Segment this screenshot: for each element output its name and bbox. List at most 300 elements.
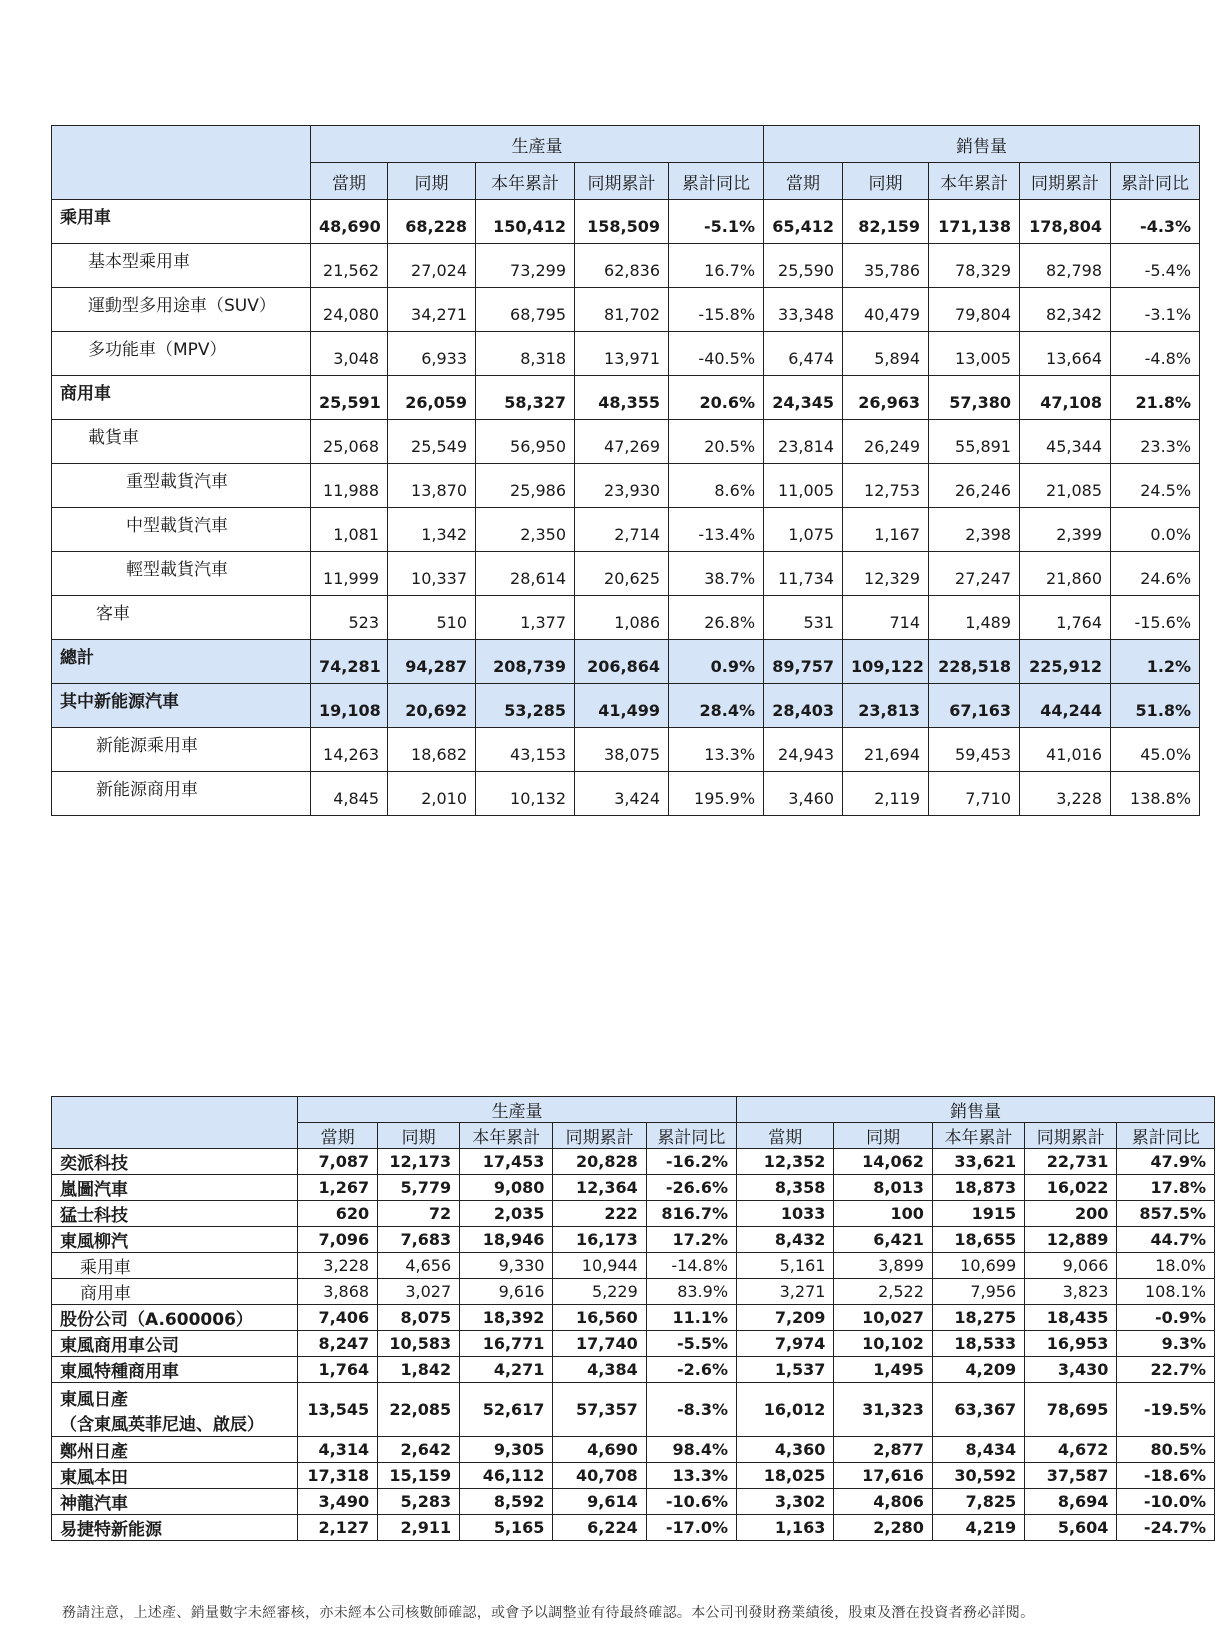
cell-value: 4,806 (834, 1489, 932, 1515)
cell-value: 11.1% (646, 1305, 736, 1331)
cell-value: 7,956 (932, 1279, 1024, 1305)
cell-value: 57,357 (553, 1383, 646, 1437)
table-row (52, 596, 1200, 640)
cell-value: 8,592 (460, 1489, 553, 1515)
table-row (52, 1463, 1215, 1489)
cell-value: 12,753 (843, 464, 929, 508)
cell-value: 1,495 (834, 1357, 932, 1383)
cell-value: 158,509 (575, 200, 669, 244)
cell-value: 16,012 (737, 1383, 834, 1437)
cell-value: 89,757 (764, 640, 843, 684)
column-header: 同期 (843, 163, 929, 200)
cell-value: 17,740 (553, 1331, 646, 1357)
cell-value: 62,836 (575, 244, 669, 288)
cell-value: -2.6% (646, 1357, 736, 1383)
row-label-text: 東風商用車公司 (60, 1336, 179, 1356)
group-header-production: 生產量 (298, 1097, 737, 1123)
cell-value: 171,138 (929, 200, 1020, 244)
table-row (52, 1357, 1215, 1383)
cell-value: 24.5% (1111, 464, 1200, 508)
cell-value: 24,943 (764, 728, 843, 772)
cell-value: -18.6% (1117, 1463, 1215, 1489)
cell-value: 26.8% (669, 596, 764, 640)
production-sales-table-1 (51, 125, 1200, 816)
cell-value: 1033 (737, 1201, 834, 1227)
cell-value: 38,075 (575, 728, 669, 772)
cell-value: 3,490 (298, 1489, 378, 1515)
cell-value: 80.5% (1117, 1437, 1215, 1463)
cell-value: 1,163 (737, 1515, 834, 1541)
cell-value: 2,035 (460, 1201, 553, 1227)
cell-value: 4,384 (553, 1357, 646, 1383)
cell-value: 3,823 (1025, 1279, 1117, 1305)
cell-value: 2,127 (298, 1515, 378, 1541)
cell-value: 67,163 (929, 684, 1020, 728)
cell-value: 46,112 (460, 1463, 553, 1489)
cell-value: 18,275 (932, 1305, 1024, 1331)
cell-value: 21.8% (1111, 376, 1200, 420)
cell-value: 44,244 (1020, 684, 1111, 728)
cell-value: 11,734 (764, 552, 843, 596)
cell-value: 7,683 (378, 1227, 460, 1253)
row-label-text: 乘用車 (60, 208, 111, 228)
row-label-text: 乘用車 (80, 1258, 131, 1278)
cell-value: 68,795 (476, 288, 575, 332)
cell-value: 4,360 (737, 1437, 834, 1463)
cell-value: 2,398 (929, 508, 1020, 552)
cell-value: 4,209 (932, 1357, 1024, 1383)
cell-value: 20,828 (553, 1149, 646, 1175)
cell-value: 23,814 (764, 420, 843, 464)
row-label-text: 多功能車（MPV） (88, 340, 227, 360)
cell-value: 17,318 (298, 1463, 378, 1489)
cell-value: 8,013 (834, 1175, 932, 1201)
cell-value: 5,165 (460, 1515, 553, 1541)
cell-value: 1,267 (298, 1175, 378, 1201)
cell-value: 510 (388, 596, 476, 640)
cell-value: 8,432 (737, 1227, 834, 1253)
table-row (52, 1279, 1215, 1305)
cell-value: 7,096 (298, 1227, 378, 1253)
cell-value: 1,075 (764, 508, 843, 552)
group-header-production: 生產量 (311, 126, 764, 163)
cell-value: 17,453 (460, 1149, 553, 1175)
cell-value: -3.1% (1111, 288, 1200, 332)
cell-value: -16.2% (646, 1149, 736, 1175)
cell-value: 24,345 (764, 376, 843, 420)
cell-value: 4,690 (553, 1437, 646, 1463)
cell-value: 2,911 (378, 1515, 460, 1541)
cell-value: 26,249 (843, 420, 929, 464)
cell-value: 58,327 (476, 376, 575, 420)
row-label (52, 1201, 298, 1227)
cell-value: 55,891 (929, 420, 1020, 464)
cell-value: 40,708 (553, 1463, 646, 1489)
table-row (52, 200, 1200, 244)
row-label (52, 1305, 298, 1331)
cell-value: 26,246 (929, 464, 1020, 508)
table-row (52, 1437, 1215, 1463)
cell-value: -5.1% (669, 200, 764, 244)
row-label (52, 420, 311, 464)
cell-value: 2,350 (476, 508, 575, 552)
row-label (52, 1437, 298, 1463)
row-label-text: 中型載貨汽車 (126, 516, 228, 536)
cell-value: 13.3% (669, 728, 764, 772)
cell-value: 48,690 (311, 200, 388, 244)
cell-value: 12,173 (378, 1149, 460, 1175)
cell-value: 17.8% (1117, 1175, 1215, 1201)
row-label-text: 神龍汽車 (60, 1494, 128, 1514)
cell-value: 3,228 (1020, 772, 1111, 816)
row-label (52, 684, 311, 728)
cell-value: 79,804 (929, 288, 1020, 332)
row-label (52, 1227, 298, 1253)
column-header: 同期 (378, 1123, 460, 1149)
table-row (52, 376, 1200, 420)
cell-value: 195.9% (669, 772, 764, 816)
cell-value: 4,672 (1025, 1437, 1117, 1463)
cell-value: -0.9% (1117, 1305, 1215, 1331)
column-header: 同期 (834, 1123, 932, 1149)
cell-value: 1,377 (476, 596, 575, 640)
table-row (52, 1515, 1215, 1541)
cell-value: 3,868 (298, 1279, 378, 1305)
cell-value: 44.7% (1117, 1227, 1215, 1253)
cell-value: 6,474 (764, 332, 843, 376)
cell-value: 2,399 (1020, 508, 1111, 552)
cell-value: 25,068 (311, 420, 388, 464)
cell-value: 7,406 (298, 1305, 378, 1331)
cell-value: 20.5% (669, 420, 764, 464)
cell-value: 18,533 (932, 1331, 1024, 1357)
cell-value: 47,269 (575, 420, 669, 464)
column-header: 本年累計 (476, 163, 575, 200)
cell-value: 68,228 (388, 200, 476, 244)
cell-value: 0.9% (669, 640, 764, 684)
column-header: 當期 (764, 163, 843, 200)
cell-value: 16,771 (460, 1331, 553, 1357)
cell-value: 11,988 (311, 464, 388, 508)
footnote: 務請注意，上述產、銷量數字未經審核，亦未經本公司核數師確認，或會予以調整並有待最終確認。本公司刊發財務業績後，股東及潛在投資者務必詳閱。 (62, 1605, 1035, 1621)
cell-value: 41,016 (1020, 728, 1111, 772)
row-label-text: 其中新能源汽車 (60, 692, 179, 712)
column-header: 當期 (311, 163, 388, 200)
cell-value: 27,247 (929, 552, 1020, 596)
cell-value: 16,560 (553, 1305, 646, 1331)
cell-value: 34,271 (388, 288, 476, 332)
cell-value: 5,161 (737, 1253, 834, 1279)
row-label-text: 商用車 (80, 1284, 131, 1304)
cell-value: 78,329 (929, 244, 1020, 288)
cell-value: -26.6% (646, 1175, 736, 1201)
cell-value: 12,352 (737, 1149, 834, 1175)
cell-value: 8,075 (378, 1305, 460, 1331)
cell-value: 228,518 (929, 640, 1020, 684)
table-row (52, 1253, 1215, 1279)
cell-value: 3,899 (834, 1253, 932, 1279)
row-label (52, 244, 311, 288)
row-label-text: 總計 (60, 648, 94, 668)
cell-value: -14.8% (646, 1253, 736, 1279)
row-label (52, 772, 311, 816)
table-row (52, 1227, 1215, 1253)
cell-value: 17.2% (646, 1227, 736, 1253)
cell-value: 531 (764, 596, 843, 640)
cell-value: 1,167 (843, 508, 929, 552)
cell-value: 10,699 (932, 1253, 1024, 1279)
cell-value: 45.0% (1111, 728, 1200, 772)
cell-value: 6,421 (834, 1227, 932, 1253)
cell-value: 6,933 (388, 332, 476, 376)
table-row (52, 420, 1200, 464)
cell-value: 8,358 (737, 1175, 834, 1201)
cell-value: -10.0% (1117, 1489, 1215, 1515)
cell-value: 4,219 (932, 1515, 1024, 1541)
row-label-text: 股份公司（A.600006） (60, 1310, 253, 1330)
row-label-text: 基本型乘用車 (88, 252, 190, 272)
cell-value: 13,664 (1020, 332, 1111, 376)
row-label-text: 東風特種商用車 (60, 1362, 179, 1382)
cell-value: 12,889 (1025, 1227, 1117, 1253)
row-label-text: 鄭州日產 (60, 1442, 128, 1462)
cell-value: 28.4% (669, 684, 764, 728)
cell-value: 26,059 (388, 376, 476, 420)
cell-value: 7,710 (929, 772, 1020, 816)
cell-value: 9,066 (1025, 1253, 1117, 1279)
cell-value: 20,625 (575, 552, 669, 596)
row-label (52, 1279, 298, 1305)
cell-value: 8,434 (932, 1437, 1024, 1463)
cell-value: -4.3% (1111, 200, 1200, 244)
cell-value: 18,392 (460, 1305, 553, 1331)
cell-value: 0.0% (1111, 508, 1200, 552)
row-label (52, 1383, 298, 1437)
cell-value: 5,604 (1025, 1515, 1117, 1541)
row-label (52, 1357, 298, 1383)
cell-value: 523 (311, 596, 388, 640)
cell-value: 9,305 (460, 1437, 553, 1463)
cell-value: 2,877 (834, 1437, 932, 1463)
table-row (52, 684, 1200, 728)
cell-value: 4,656 (378, 1253, 460, 1279)
group-header-sales: 銷售量 (737, 1097, 1215, 1123)
table-row (52, 772, 1200, 816)
cell-value: 4,271 (460, 1357, 553, 1383)
cell-value: 7,087 (298, 1149, 378, 1175)
cell-value: 16,173 (553, 1227, 646, 1253)
cell-value: 3,228 (298, 1253, 378, 1279)
column-header: 同期累計 (553, 1123, 646, 1149)
cell-value: 3,302 (737, 1489, 834, 1515)
cell-value: 138.8% (1111, 772, 1200, 816)
cell-value: 24.6% (1111, 552, 1200, 596)
cell-value: 1,081 (311, 508, 388, 552)
cell-value: 65,412 (764, 200, 843, 244)
cell-value: 47,108 (1020, 376, 1111, 420)
table-row (52, 332, 1200, 376)
header-corner (52, 126, 311, 200)
cell-value: -5.5% (646, 1331, 736, 1357)
row-label (52, 1515, 298, 1541)
row-label (52, 640, 311, 684)
cell-value: 78,695 (1025, 1383, 1117, 1437)
cell-value: 109,122 (843, 640, 929, 684)
table-row (52, 508, 1200, 552)
row-label-text: 重型載貨汽車 (126, 472, 228, 492)
cell-value: 31,323 (834, 1383, 932, 1437)
cell-value: 22,085 (378, 1383, 460, 1437)
cell-value: 222 (553, 1201, 646, 1227)
cell-value: 53,285 (476, 684, 575, 728)
cell-value: 24,080 (311, 288, 388, 332)
row-label-text: 嵐圖汽車 (60, 1180, 128, 1200)
row-label (52, 376, 311, 420)
cell-value: 1,764 (298, 1357, 378, 1383)
cell-value: 18,873 (932, 1175, 1024, 1201)
cell-value: 2,010 (388, 772, 476, 816)
cell-value: 56,950 (476, 420, 575, 464)
cell-value: 18.0% (1117, 1253, 1215, 1279)
row-label-text: 猛士科技 (60, 1206, 128, 1226)
cell-value: 8.6% (669, 464, 764, 508)
row-label (52, 1489, 298, 1515)
cell-value: 13,971 (575, 332, 669, 376)
cell-value: 16,022 (1025, 1175, 1117, 1201)
table-row (52, 288, 1200, 332)
cell-value: 94,287 (388, 640, 476, 684)
row-label-text: 易捷特新能源 (60, 1520, 162, 1540)
row-label (52, 1175, 298, 1201)
table-row (52, 1489, 1215, 1515)
cell-value: -19.5% (1117, 1383, 1215, 1437)
cell-value: 2,280 (834, 1515, 932, 1541)
cell-value: 25,591 (311, 376, 388, 420)
cell-value: 21,860 (1020, 552, 1111, 596)
cell-value: 23,813 (843, 684, 929, 728)
cell-value: 1915 (932, 1201, 1024, 1227)
cell-value: 82,798 (1020, 244, 1111, 288)
cell-value: -10.6% (646, 1489, 736, 1515)
cell-value: 4,314 (298, 1437, 378, 1463)
cell-value: 3,048 (311, 332, 388, 376)
cell-value: 6,224 (553, 1515, 646, 1541)
cell-value: 1.2% (1111, 640, 1200, 684)
table-row (52, 640, 1200, 684)
cell-value: 5,894 (843, 332, 929, 376)
cell-value: 20.6% (669, 376, 764, 420)
row-label-text: 東風日產 (60, 1389, 128, 1410)
cell-value: 51.8% (1111, 684, 1200, 728)
row-label (52, 552, 311, 596)
cell-value: 200 (1025, 1201, 1117, 1227)
cell-value: 816.7% (646, 1201, 736, 1227)
row-label (52, 596, 311, 640)
cell-value: 9.3% (1117, 1331, 1215, 1357)
cell-value: 57,380 (929, 376, 1020, 420)
column-header: 累計同比 (646, 1123, 736, 1149)
cell-value: 3,430 (1025, 1357, 1117, 1383)
row-label (52, 200, 311, 244)
cell-value: 1,537 (737, 1357, 834, 1383)
cell-value: 23,930 (575, 464, 669, 508)
cell-value: -40.5% (669, 332, 764, 376)
cell-value: 14,263 (311, 728, 388, 772)
cell-value: 48,355 (575, 376, 669, 420)
cell-value: 7,974 (737, 1331, 834, 1357)
cell-value: 25,986 (476, 464, 575, 508)
cell-value: 150,412 (476, 200, 575, 244)
column-header: 當期 (298, 1123, 378, 1149)
cell-value: 28,614 (476, 552, 575, 596)
cell-value: 41,499 (575, 684, 669, 728)
cell-value: 18,025 (737, 1463, 834, 1489)
cell-value: 18,682 (388, 728, 476, 772)
cell-value: 33,348 (764, 288, 843, 332)
cell-value: 23.3% (1111, 420, 1200, 464)
cell-value: 2,642 (378, 1437, 460, 1463)
cell-value: 13.3% (646, 1463, 736, 1489)
cell-value: 206,864 (575, 640, 669, 684)
cell-value: 5,283 (378, 1489, 460, 1515)
cell-value: 33,621 (932, 1149, 1024, 1175)
cell-value: 10,337 (388, 552, 476, 596)
header-corner (52, 1097, 298, 1149)
cell-value: 22,731 (1025, 1149, 1117, 1175)
cell-value: -5.4% (1111, 244, 1200, 288)
row-label-text: 東風柳汽 (60, 1232, 128, 1252)
table-row (52, 1149, 1215, 1175)
row-label-text: 奕派科技 (60, 1154, 128, 1174)
table-row (52, 1175, 1215, 1201)
group-header-sales: 銷售量 (764, 126, 1200, 163)
cell-value: 18,435 (1025, 1305, 1117, 1331)
cell-value: 16.7% (669, 244, 764, 288)
cell-value: 9,330 (460, 1253, 553, 1279)
cell-value: 10,944 (553, 1253, 646, 1279)
cell-value: 30,592 (932, 1463, 1024, 1489)
cell-value: 45,344 (1020, 420, 1111, 464)
cell-value: 13,005 (929, 332, 1020, 376)
row-label-subtext: （含東風英菲尼迪、啟辰） (60, 1414, 264, 1435)
cell-value: -24.7% (1117, 1515, 1215, 1541)
row-label-text: 商用車 (60, 384, 111, 404)
cell-value: 3,460 (764, 772, 843, 816)
cell-value: 27,024 (388, 244, 476, 288)
column-header: 累計同比 (1111, 163, 1200, 200)
row-label (52, 464, 311, 508)
table-row (52, 464, 1200, 508)
cell-value: 8,694 (1025, 1489, 1117, 1515)
table-row (52, 1305, 1215, 1331)
cell-value: 620 (298, 1201, 378, 1227)
row-label (52, 1253, 298, 1279)
row-label-text: 輕型載貨汽車 (126, 560, 228, 580)
cell-value: 26,963 (843, 376, 929, 420)
cell-value: 13,545 (298, 1383, 378, 1437)
cell-value: 8,318 (476, 332, 575, 376)
cell-value: 7,209 (737, 1305, 834, 1331)
cell-value: 100 (834, 1201, 932, 1227)
row-label-text: 東風本田 (60, 1468, 128, 1488)
cell-value: 63,367 (932, 1383, 1024, 1437)
row-label-text: 載貨車 (88, 428, 139, 448)
cell-value: 83.9% (646, 1279, 736, 1305)
cell-value: 10,102 (834, 1331, 932, 1357)
cell-value: 178,804 (1020, 200, 1111, 244)
cell-value: 8,247 (298, 1331, 378, 1357)
cell-value: 1,489 (929, 596, 1020, 640)
